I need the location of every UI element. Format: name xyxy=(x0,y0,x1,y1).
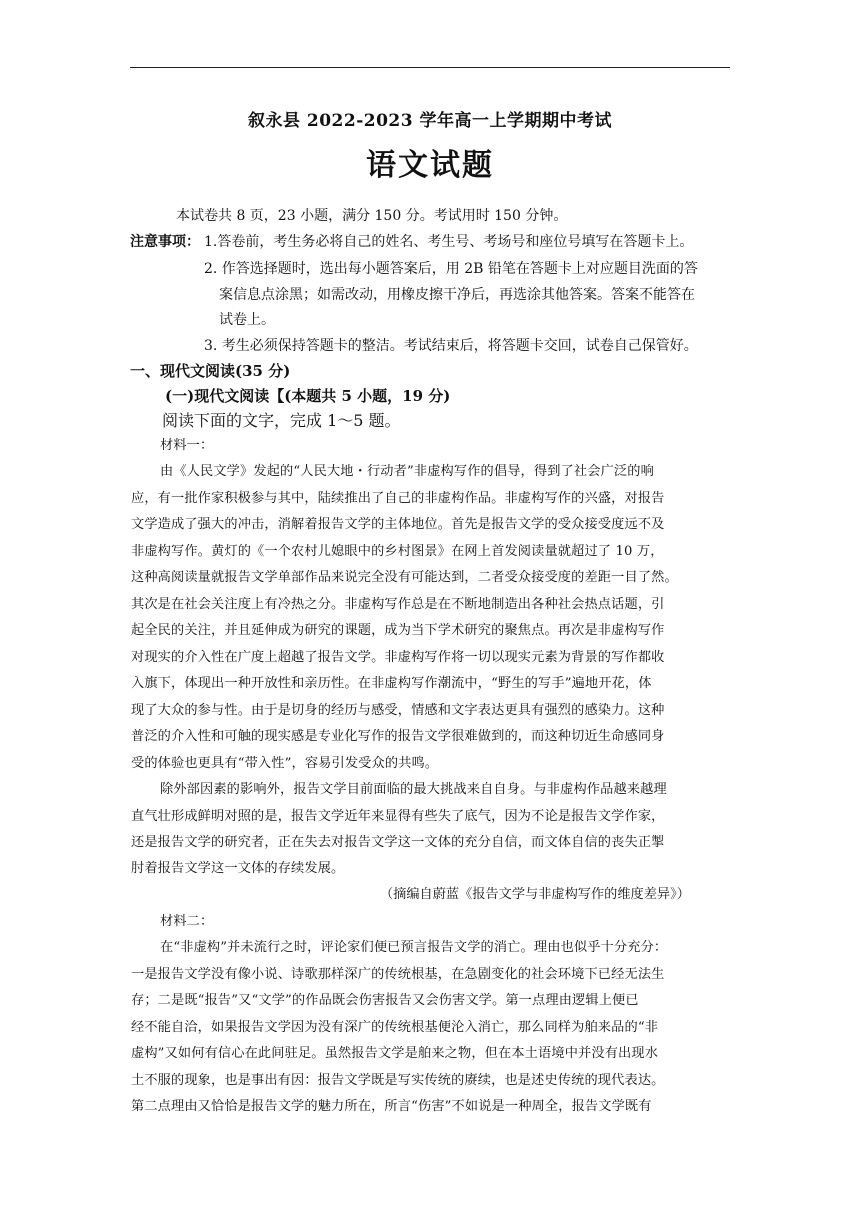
material-1-line: 对现实的介入性在广度上超越了报告文学。非虚构写作将一切以现实元素为背景的写作都收 xyxy=(131,650,665,665)
material-2-line: 存；二是既“报告”又“文学”的作品既会伤害报告又会伤害文学。第一点理由逻辑上便已 xyxy=(131,993,639,1008)
notice-item-2-line-2: 案信息点涂黑；如需改动，用橡皮擦干净后，再选涂其他答案。答案不能答在 xyxy=(219,287,695,303)
material-1-label: 材料一： xyxy=(160,438,214,453)
header-rule xyxy=(130,67,730,68)
material-1-line: 除外部因素的影响外，报告文学目前面临的最大挑战来自自身。与非虚构作品越来越理 xyxy=(160,782,667,797)
material-1-line: 起全民的关注，并且延伸成为研究的课题，成为当下学术研究的聚焦点。再次是非虚构写作 xyxy=(131,623,665,638)
sub-section-heading: (一)现代文阅读【(本题共 5 小题，19 分) xyxy=(165,387,451,405)
material-1-line: 直气壮形成鲜明对照的是，报告文学近年来显得有些失了底气，因为不论是报告文学作家， xyxy=(131,809,665,824)
material-2-line: 第二点理由又恰恰是报告文学的魅力所在，所言“伤害”不如说是一种周全，报告文学既有 xyxy=(131,1099,652,1114)
material-1-line: 这种高阅读量就报告文学单部作品来说完全没有可能达到，二者受众接受度的差距一目了然。 xyxy=(131,570,678,585)
material-1-source: （摘编自蔚蓝《报告文学与非虚构写作的维度差异》） xyxy=(380,887,690,902)
notice-item-3: 3. 考生必须保持答题卡的整洁。考试结束后，将答题卡交回，试卷自己保管好。 xyxy=(204,338,698,354)
exam-title: 叙永县 2022-2023 学年高一上学期期中考试 xyxy=(247,111,613,131)
material-2-line: 土不服的现象，也是事出有因：报告文学既是写实传统的赓续，也是述史传统的现代表达。 xyxy=(131,1073,665,1088)
material-1-line: 受的体验也更具有“带入性”，容易引发受众的共鸣。 xyxy=(131,756,439,771)
material-1-line: 由《人民文学》发起的“人民大地・行动者”非虚构写作的倡导，得到了社会广泛的响 xyxy=(160,464,654,479)
reading-instruction: 阅读下面的文字，完成 1～5 题。 xyxy=(162,411,401,430)
material-1-line: 普泛的介入性和可触的现实感是专业化写作的报告文学很难做到的，而这种切近生命感同身 xyxy=(131,729,665,744)
material-2-line: 经不能自洽，如果报告文学因为没有深广的传统根基便沦入消亡，那么同样为舶来品的“非 xyxy=(131,1020,659,1035)
material-1-line: 还是报告文学的研究者，正在失去对报告文学这一文体的充分自信，而文体自信的丧失正掣 xyxy=(131,835,665,850)
material-1-line: 现了大众的参与性。由于是切身的经历与感受，情感和文字表达更具有强烈的感染力。这种 xyxy=(131,703,665,718)
notice-label: 注意事项： xyxy=(130,234,200,250)
notice-item-1: 1.答卷前，考生务必将自己的姓名、考生号、考场号和座位号填写在答题卡上。 xyxy=(204,234,694,250)
material-2-label: 材料二： xyxy=(160,914,214,929)
material-2-line: 虚构”又如何有信心在此间驻足。虽然报告文学是舶来之物，但在本土语境中并没有出现水 xyxy=(131,1046,659,1061)
material-1-line: 非虚构写作。黄灯的《一个农村儿媳眼中的乡村图景》在网上首发阅读量就超过了 10 万， xyxy=(131,544,664,559)
material-1-line: 肘着报告文学这一文体的存续发展。 xyxy=(131,861,345,876)
subject-title: 语文试题 xyxy=(366,148,494,183)
material-2-line: 一是报告文学没有像小说、诗歌那样深广的传统根基，在急剧变化的社会环境下已经无法生 xyxy=(131,967,665,982)
material-1-line: 其次是在社会关注度上有冷热之分。非虚构写作总是在不断地制造出各种社会热点话题，引 xyxy=(131,597,665,612)
notice-item-2-line-1: 2. 作答选择题时，选出每小题答案后，用 2B 铅笔在答题卡上对应题目洗面的答 xyxy=(204,261,698,277)
material-1-line: 文学造成了强大的冲击，消解着报告文学的主体地位。首先是报告文学的受众接受度远不及 xyxy=(131,517,665,532)
notice-item-2-line-3: 试卷上。 xyxy=(219,312,275,328)
material-2-line: 在“非虚构”并未流行之时，评论家们便已预言报告文学的消亡。理由也似乎十分充分： xyxy=(160,940,668,955)
exam-intro: 本试卷共 8 页，23 小题，满分 150 分。考试用时 150 分钟。 xyxy=(176,208,568,224)
section-heading: 一、现代文阅读(35 分) xyxy=(130,362,291,380)
material-1-line: 应，有一批作家积极参与其中，陆续推出了自己的非虚构作品。非虚构写作的兴盛，对报告 xyxy=(131,491,665,506)
material-1-line: 入旗下，体现出一种开放性和亲历性。在非虚构写作潮流中，“野生的写手”遍地开花，体 xyxy=(131,676,652,691)
